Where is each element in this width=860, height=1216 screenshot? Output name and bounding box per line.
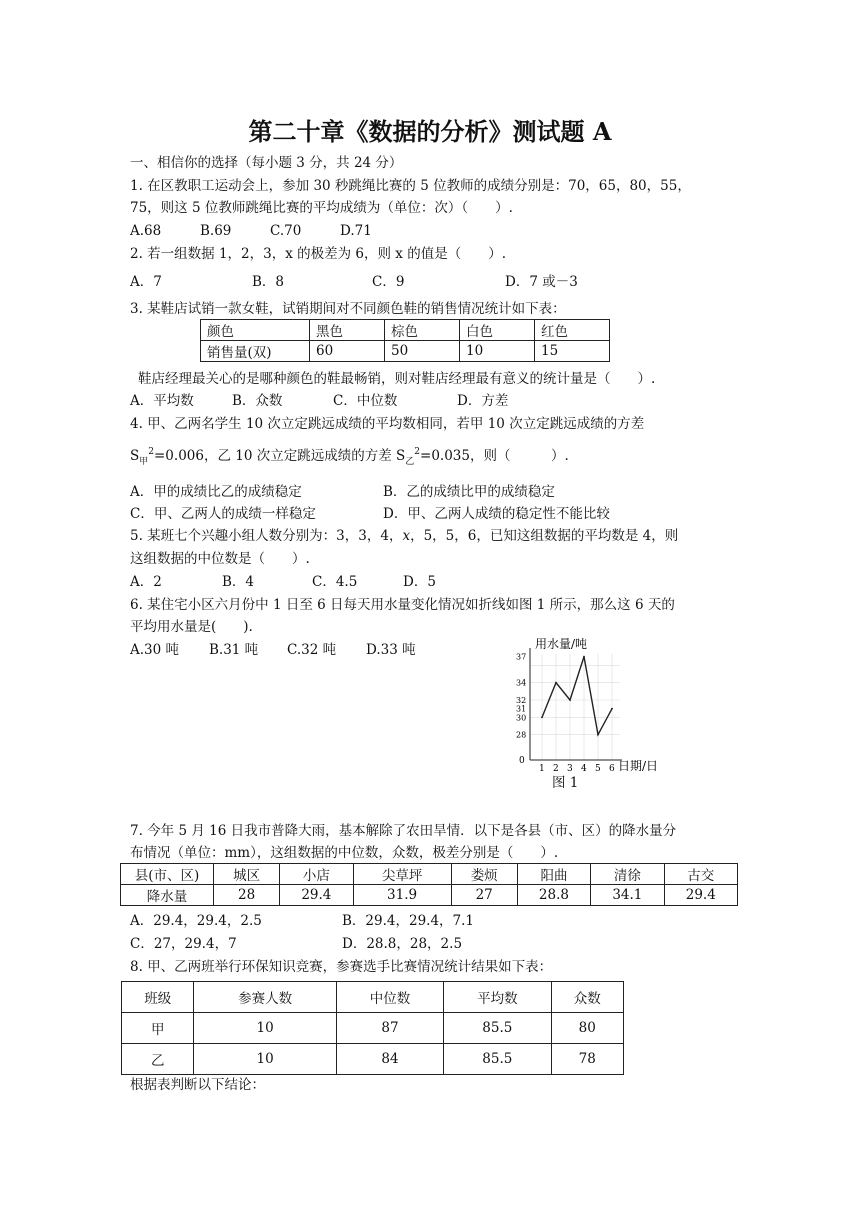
variable-x: x xyxy=(402,528,411,544)
table-cell: 29.4 xyxy=(664,885,737,906)
q4-option-c: C．甲、乙两人的成绩一样稳定 xyxy=(130,506,316,522)
q5-text-line2: 这组数据的中位数是（ ）. xyxy=(130,551,310,567)
chart-grid xyxy=(530,654,620,760)
table-cell: 乙 xyxy=(122,1044,194,1075)
table-cell: 众数 xyxy=(551,982,623,1013)
table-cell: 小店 xyxy=(280,864,353,885)
data-point xyxy=(555,682,557,684)
table-cell: 白色 xyxy=(460,320,535,341)
y-tick-label: 34 xyxy=(516,678,527,688)
table-cell: 28.8 xyxy=(517,885,590,906)
table-cell: 销售量(双) xyxy=(201,341,310,362)
section-heading: 一、相信你的选择（每小题 3 分，共 24 分） xyxy=(130,155,403,171)
q6-option-d: D.33 吨 xyxy=(366,642,416,658)
table-cell: 班级 xyxy=(122,982,194,1013)
q7-rainfall-table xyxy=(120,863,738,906)
subscript-yi: 乙 xyxy=(405,457,415,467)
table-cell: 参赛人数 xyxy=(194,982,336,1013)
superscript-2: 2 xyxy=(148,447,154,457)
table-cell: 10 xyxy=(194,1013,336,1044)
superscript-2: 2 xyxy=(414,447,421,457)
page-title: 第二十章《数据的分析》测试题 A xyxy=(248,117,612,146)
table-cell: 28 xyxy=(214,885,280,906)
q2-option-a: A．7 xyxy=(130,274,162,290)
table-cell: 50 xyxy=(385,341,460,362)
x-tick-label: 5 xyxy=(595,764,601,774)
q1-option-b: B.69 xyxy=(200,223,232,239)
data-point xyxy=(541,716,543,718)
q4-option-b: B．乙的成绩比甲的成绩稳定 xyxy=(383,484,555,500)
table-cell: 10 xyxy=(460,341,535,362)
x-tick-label: 6 xyxy=(609,764,615,774)
q6-option-c: C.32 吨 xyxy=(287,642,337,658)
table-cell: 中位数 xyxy=(336,982,443,1013)
chart-marks xyxy=(541,656,613,736)
x-tick-label: 4 xyxy=(581,764,587,774)
table-cell: 29.4 xyxy=(280,885,353,906)
table-cell: 85.5 xyxy=(444,1013,551,1044)
table-cell: 尖草坪 xyxy=(353,864,451,885)
table-cell: 黑色 xyxy=(310,320,385,341)
table-cell: 红色 xyxy=(535,320,610,341)
x-tick-label: 1 xyxy=(539,764,545,774)
q6-option-b: B.31 吨 xyxy=(209,642,259,658)
q5-option-b: B．4 xyxy=(222,574,255,590)
q3-option-c: C．中位数 xyxy=(333,393,398,409)
q5-option-d: D．5 xyxy=(403,574,436,590)
series-line xyxy=(542,657,612,735)
table-cell: 古交 xyxy=(664,864,737,885)
table-row xyxy=(122,1013,624,1044)
q6-text-line1: 6. 某住宅小区六月份中 1 日至 6 日每天用水量变化情况如折线如图 1 所示，那么这 6 天的 xyxy=(130,597,675,613)
q7-option-a: A．29.4，29.4，2.5 xyxy=(130,913,262,929)
q8-text-line2: 根据表判断以下结论： xyxy=(130,1077,265,1093)
q4-option-a: A．甲的成绩比乙的成绩稳定 xyxy=(130,484,302,500)
q1-option-c: C.70 xyxy=(270,223,302,239)
data-point xyxy=(611,708,613,710)
table-cell: 31.9 xyxy=(353,885,451,906)
q3-text-line2: 鞋店经理最关心的是哪种颜色的鞋最畅销，则对鞋店经理最有意义的统计量是（ ）. xyxy=(138,371,656,387)
y-tick-label: 37 xyxy=(516,652,527,662)
q5-text-line1 xyxy=(130,526,678,546)
table-cell: 60 xyxy=(310,341,385,362)
q4-option-d: D．甲、乙两人成绩的稳定性不能比较 xyxy=(383,506,610,522)
q2-option-c: C．9 xyxy=(372,274,405,290)
table-row xyxy=(122,1044,624,1075)
variance-symbol: S xyxy=(130,448,140,464)
figure-caption: 图 1 xyxy=(552,775,579,791)
chart-ticks xyxy=(516,653,615,774)
table-cell: 清徐 xyxy=(591,864,664,885)
table-cell: 城区 xyxy=(214,864,280,885)
q8-competition-table xyxy=(121,981,624,1075)
table-row xyxy=(201,341,610,362)
y-tick-label: 31 xyxy=(516,704,527,714)
q2-option-b: B．8 xyxy=(252,274,285,290)
subscript-jia: 甲 xyxy=(139,457,149,467)
table-row xyxy=(201,320,610,341)
data-point xyxy=(597,734,599,736)
table-cell: 县(市、区) xyxy=(121,864,214,885)
table-cell: 10 xyxy=(194,1044,336,1075)
q4-text-end: =0.035，则（ ）. xyxy=(420,448,569,464)
table-cell: 阳曲 xyxy=(517,864,590,885)
q5-option-c: C．4.5 xyxy=(312,574,358,590)
q3-color-table xyxy=(200,319,610,362)
table-cell: 85.5 xyxy=(444,1044,551,1075)
data-point xyxy=(583,656,585,658)
q1-text-line2: 75，则这 5 位教师跳绳比赛的平均成绩为（单位：次）（ ）. xyxy=(130,200,513,216)
table-cell: 78 xyxy=(551,1044,623,1075)
q4-text-line2 xyxy=(130,446,569,468)
table-row xyxy=(122,982,624,1013)
table-cell: 娄烦 xyxy=(451,864,517,885)
q1-text-line1: 1. 在区教职工运动会上，参加 30 秒跳绳比赛的 5 位教师的成绩分别是：70，65，80，55， xyxy=(130,178,691,194)
y-tick-label: 32 xyxy=(516,696,527,705)
x-tick-label: 3 xyxy=(567,764,573,774)
q2-option-d: D．7 或－3 xyxy=(505,274,578,290)
q1-option-d: D.71 xyxy=(340,223,372,239)
x-tick-label: 2 xyxy=(553,764,559,774)
table-cell: 甲 xyxy=(122,1013,194,1044)
table-cell: 80 xyxy=(551,1013,623,1044)
q7-option-c: C．27，29.4，7 xyxy=(130,936,237,952)
chart-axes xyxy=(530,648,622,760)
q7-text-line1: 7. 今年 5 月 16 日我市普降大雨，基本解除了农田旱情．以下是各县（市、区）的降水量分 xyxy=(130,823,677,839)
data-point xyxy=(569,699,571,701)
y-axis-label: 用水量/吨 xyxy=(535,637,588,651)
table-cell: 棕色 xyxy=(385,320,460,341)
table-cell: 84 xyxy=(336,1044,443,1075)
y-tick-label: 28 xyxy=(516,730,527,740)
q6-option-a: A.30 吨 xyxy=(130,642,180,658)
q3-option-a: A．平均数 xyxy=(130,393,194,409)
table-cell: 平均数 xyxy=(444,982,551,1013)
q3-option-b: B．众数 xyxy=(232,393,283,409)
table-cell: 降水量 xyxy=(121,885,214,906)
water-usage-line-chart xyxy=(505,632,685,792)
table-cell: 87 xyxy=(336,1013,443,1044)
q2-text: 2. 若一组数据 1，2，3，x 的极差为 6，则 x 的值是（ ）. xyxy=(130,246,507,262)
q4-text-line1: 4. 甲、乙两名学生 10 次立定跳远成绩的平均数相同，若甲 10 次立定跳远成绩的方差 xyxy=(130,416,645,432)
q7-option-d: D．28.8，28，2.5 xyxy=(342,936,463,952)
q7-option-b: B．29.4，29.4，7.1 xyxy=(342,913,475,929)
table-cell: 34.1 xyxy=(591,885,664,906)
q3-text-line1: 3. 某鞋店试销一款女鞋，试销期间对不同颜色鞋的销售情况统计如下表： xyxy=(130,301,566,317)
q5-option-a: A．2 xyxy=(130,574,162,590)
table-cell: 15 xyxy=(535,341,610,362)
table-cell: 颜色 xyxy=(201,320,310,341)
q3-option-d: D．方差 xyxy=(457,393,509,409)
q5-text-part1: 5. 某班七个兴趣小组人数分别为：3，3，4， xyxy=(130,528,403,544)
q5-text-part2: ，5，5，6，已知这组数据的平均数是 4，则 xyxy=(410,528,679,544)
q6-text-line2: 平均用水量是( ). xyxy=(130,619,253,635)
origin-label: 0 xyxy=(519,756,525,766)
q4-text-mid: =0.006，乙 10 次立定跳远成绩的方差 S xyxy=(154,448,406,464)
y-tick-label: 30 xyxy=(516,713,527,723)
table-row xyxy=(121,864,738,885)
table-row xyxy=(121,885,738,906)
q7-text-line2: 布情况（单位：mm），这组数据的中位数，众数，极差分别是（ ）. xyxy=(130,845,559,861)
q8-text-line1: 8. 甲、乙两班举行环保知识竞赛，参赛选手比赛情况统计结果如下表： xyxy=(130,959,553,975)
q1-option-a: A.68 xyxy=(130,223,162,239)
table-cell: 27 xyxy=(451,885,517,906)
x-axis-label: 日期/日 xyxy=(618,759,659,773)
